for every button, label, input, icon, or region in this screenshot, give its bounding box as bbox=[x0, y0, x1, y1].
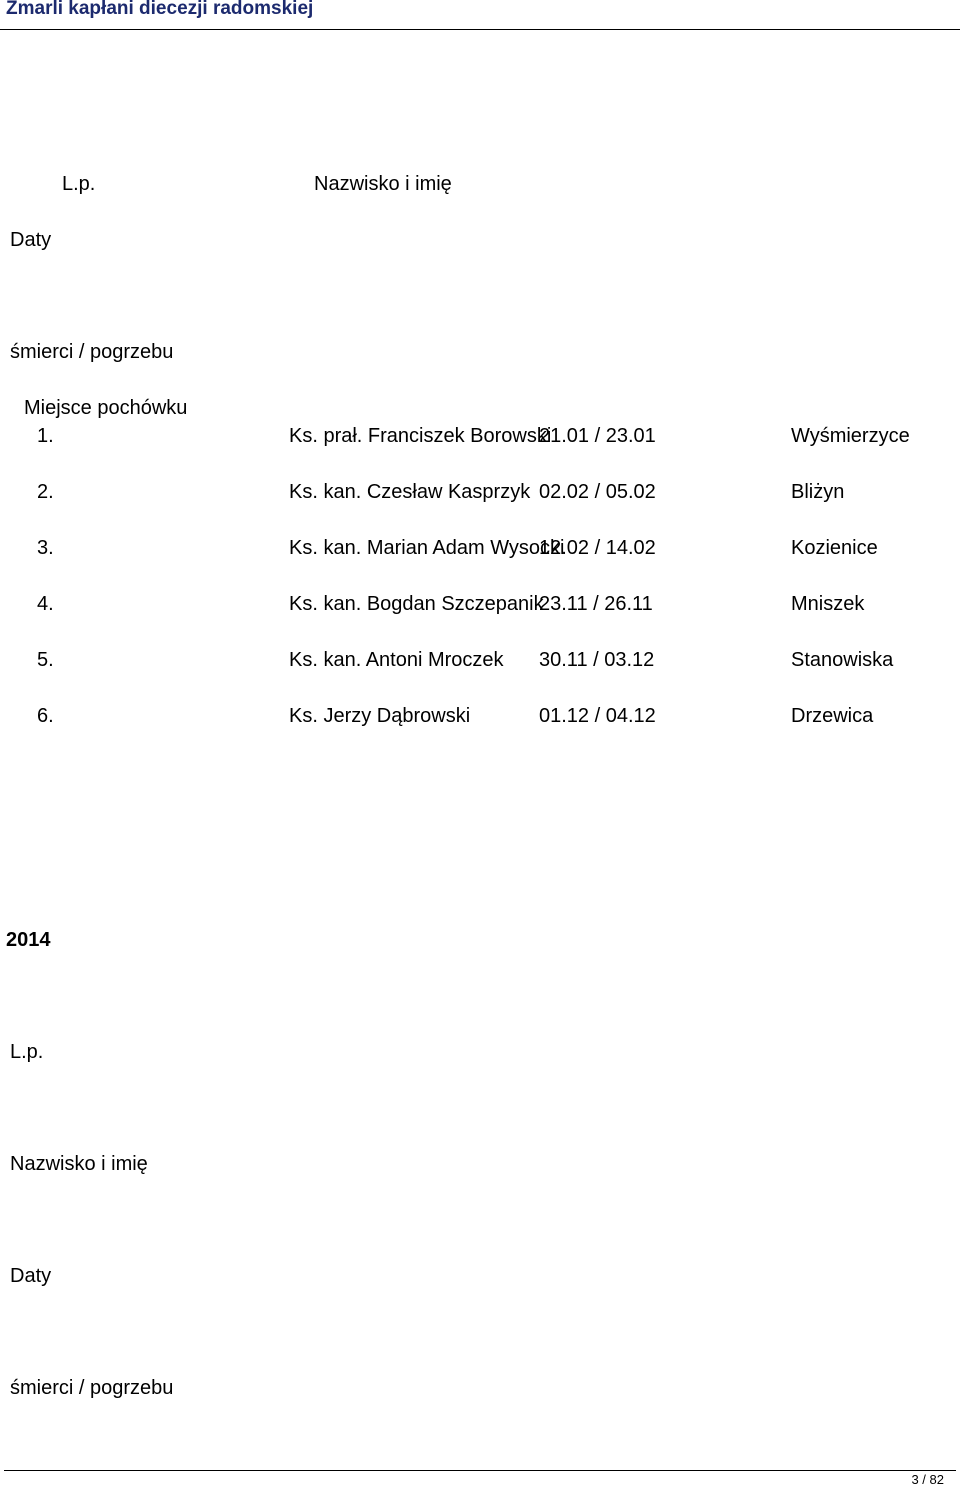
column-header-name: Nazwisko i imię bbox=[314, 173, 452, 195]
column-header-dates: Daty bbox=[10, 1265, 52, 1287]
row-dates: 02.02 / 05.02 bbox=[539, 481, 656, 503]
row-dates: 21.01 / 23.01 bbox=[539, 425, 656, 447]
column-header-name: Nazwisko i imię bbox=[10, 1153, 148, 1175]
header-divider bbox=[0, 29, 960, 30]
row-dates: 23.11 / 26.11 bbox=[539, 593, 653, 615]
column-header-burial: Miejsce pochówku bbox=[24, 397, 188, 419]
column-header-dates: Daty bbox=[10, 229, 52, 251]
row-lp: 5. bbox=[37, 649, 54, 671]
row-lp: 6. bbox=[37, 705, 54, 727]
column-header-dates-detail: śmierci / pogrzebu bbox=[10, 1377, 174, 1399]
row-lp: 3. bbox=[37, 537, 54, 559]
page-header-title: Zmarli kapłani diecezji radomskiej bbox=[6, 0, 314, 19]
row-name: Ks. Jerzy Dąbrowski bbox=[289, 705, 471, 727]
row-place: Stanowiska bbox=[791, 649, 894, 671]
row-dates: 12.02 / 14.02 bbox=[539, 537, 656, 559]
row-place: Drzewica bbox=[791, 705, 874, 727]
row-name: Ks. kan. Marian Adam Wysocki bbox=[289, 537, 565, 559]
row-lp: 1. bbox=[37, 425, 54, 447]
row-place: Mniszek bbox=[791, 593, 865, 615]
footer-divider bbox=[4, 1470, 956, 1471]
column-header-lp: L.p. bbox=[62, 173, 96, 195]
row-place: Wyśmierzyce bbox=[791, 425, 910, 447]
row-dates: 01.12 / 04.12 bbox=[539, 705, 656, 727]
year-heading: 2014 bbox=[6, 929, 51, 951]
row-place: Bliżyn bbox=[791, 481, 845, 503]
column-header-lp: L.p. bbox=[10, 1041, 44, 1063]
row-name: Ks. prał. Franciszek Borowski bbox=[289, 425, 552, 447]
row-place: Kozienice bbox=[791, 537, 878, 559]
row-name: Ks. kan. Antoni Mroczek bbox=[289, 649, 504, 671]
row-dates: 30.11 / 03.12 bbox=[539, 649, 655, 671]
row-name: Ks. kan. Bogdan Szczepanik bbox=[289, 593, 544, 615]
row-lp: 4. bbox=[37, 593, 54, 615]
column-header-dates-detail: śmierci / pogrzebu bbox=[10, 341, 174, 363]
page-number: 3 / 82 bbox=[911, 1472, 944, 1487]
row-lp: 2. bbox=[37, 481, 54, 503]
row-name: Ks. kan. Czesław Kasprzyk bbox=[289, 481, 531, 503]
